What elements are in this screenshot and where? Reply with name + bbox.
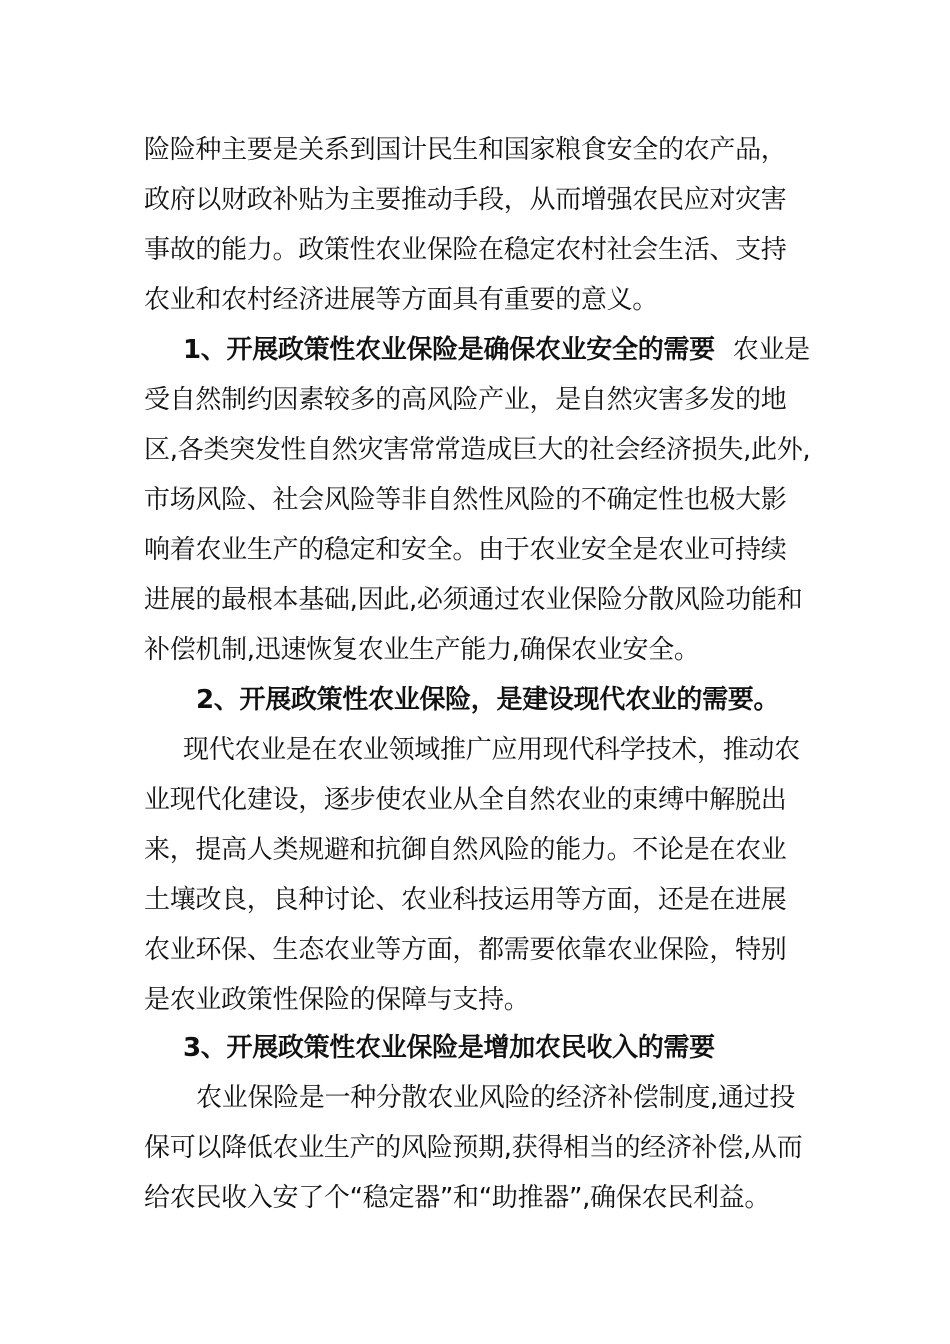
- section-heading-2: 2、开展政策性农业保险，是建设现代农业的需要。: [196, 685, 780, 715]
- body-text-line: 市场风险、社会风险等非自然性风险的不确定性也极大影: [144, 485, 787, 515]
- body-text-line: 农业环保、生态农业等方面，都需要依靠农业保险，特别: [144, 935, 787, 965]
- body-text-line: 政府以财政补贴为主要推动手段，从而增强农民应对灾害: [144, 185, 787, 215]
- body-text-run: 农业是: [732, 335, 810, 365]
- section-heading-1: 1、开展政策性农业保险是确保农业安全的需要: [183, 335, 715, 365]
- body-text-line: 农业和农村经济进展等方面具有重要的意义。: [144, 285, 659, 315]
- body-text-line: 农业保险是一种分散农业风险的经济补偿制度,通过投: [196, 1083, 796, 1113]
- body-text-line: 来，提高人类规避和抗御自然风险的能力。不论是在农业: [144, 835, 787, 865]
- body-text-line: 土壤改良，良种讨论、农业科技运用等方面，还是在进展: [144, 885, 787, 915]
- section-heading-3: 3、开展政策性农业保险是增加农民收入的需要: [183, 1033, 715, 1063]
- body-text-line: 现代农业是在农业领域推广应用现代科学技术，推动农: [183, 735, 800, 765]
- body-text-line: 是农业政策性保险的保障与支持。: [144, 985, 530, 1015]
- body-text-line: 进展的最根本基础,因此,必须通过农业保险分散风险功能和: [144, 585, 803, 615]
- body-text-line: 受自然制约因素较多的高风险产业，是自然灾害多发的地: [144, 385, 787, 415]
- body-text-line: 业现代化建设，逐步使农业从全自然农业的束缚中解脱出: [144, 785, 787, 815]
- body-text-line: 给农民收入安了个“稳定器”和“助推器”,确保农民利益。: [144, 1183, 771, 1213]
- body-text-line: 保可以降低农业生产的风险预期,获得相当的经济补偿,从而: [144, 1133, 803, 1163]
- body-text-line: 险险种主要是关系到国计民生和国家粮食安全的农产品，: [144, 135, 787, 165]
- body-text-line: 响着农业生产的稳定和安全。由于农业安全是农业可持续: [144, 535, 787, 565]
- body-text-line: 区,各类突发性自然灾害常常造成巨大的社会经济损失,此外,: [144, 435, 811, 465]
- heading-line: [183, 326, 810, 375]
- body-text-line: 补偿机制,迅速恢复农业生产能力,确保农业安全。: [144, 635, 700, 665]
- body-text-line: 事故的能力。政策性农业保险在稳定农村社会生活、支持: [144, 235, 787, 265]
